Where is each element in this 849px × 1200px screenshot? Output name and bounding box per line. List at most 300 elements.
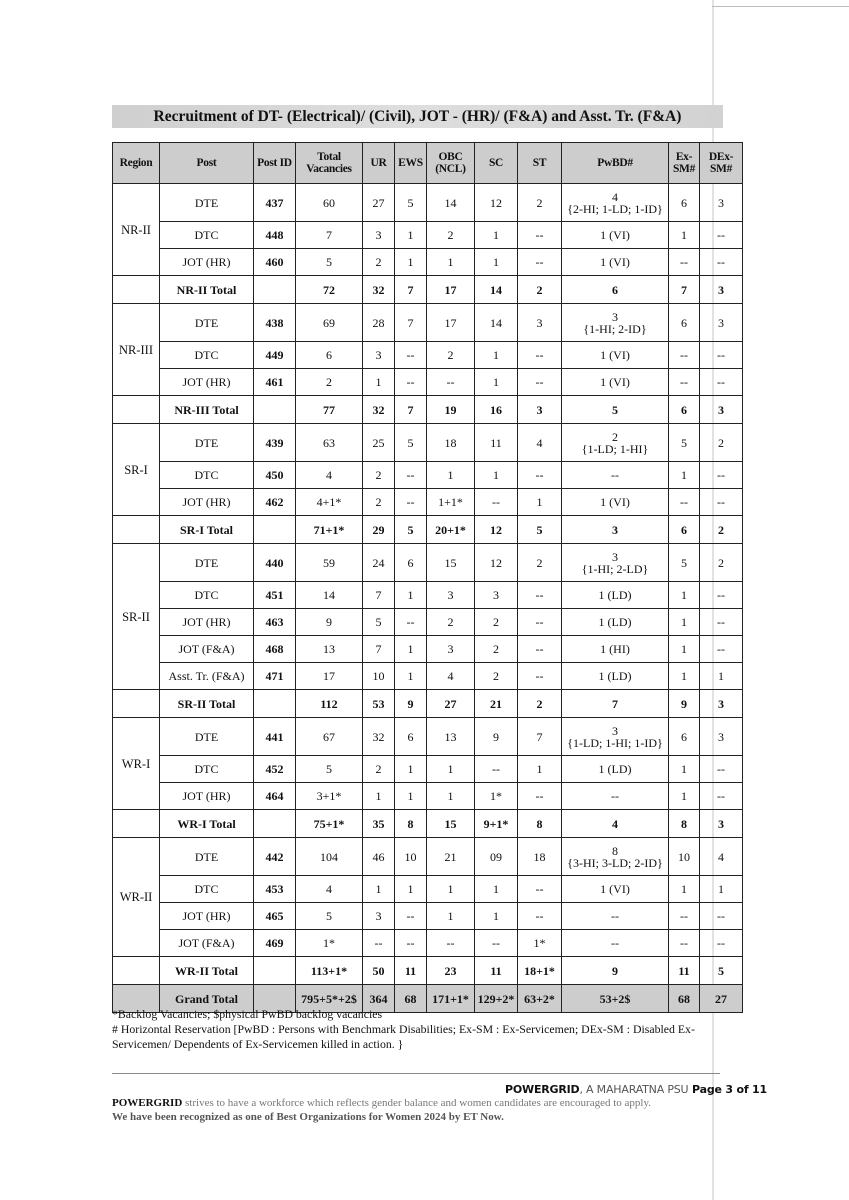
sc-cell: 14 — [475, 304, 518, 342]
sc-cell: 12 — [475, 544, 518, 582]
ews-cell: 1 — [395, 582, 427, 609]
dexsm-cell: -- — [700, 462, 743, 489]
pwbd-count: -- — [611, 789, 619, 803]
total-cell: 104 — [296, 838, 363, 876]
sc-cell: 2 — [475, 636, 518, 663]
table-row — [113, 718, 743, 756]
exsm-cell: -- — [669, 930, 700, 957]
st-cell: 4 — [518, 424, 562, 462]
exsm-cell: 10 — [669, 838, 700, 876]
dexsm-cell: 2 — [700, 544, 743, 582]
pwbd-count: 1 (VI) — [600, 255, 630, 269]
sc-cell: 1 — [475, 249, 518, 276]
post-id-cell: 442 — [254, 838, 296, 876]
post-cell: DTE — [160, 838, 254, 876]
region-cell: NR-III — [113, 304, 160, 396]
ur-cell: 24 — [363, 544, 395, 582]
obc-cell: -- — [427, 930, 475, 957]
table-row — [113, 838, 743, 876]
header-exsm: Ex-SM# — [669, 143, 700, 184]
pwbd-breakdown: {2-HI; 1-LD; 1-ID} — [567, 201, 663, 216]
ews-cell: 6 — [395, 718, 427, 756]
st-cell: -- — [518, 369, 562, 396]
post-id-cell: 441 — [254, 718, 296, 756]
ews-cell: 10 — [395, 838, 427, 876]
grand-total-st-cell: 63+2* — [518, 985, 562, 1013]
obc-cell: 1 — [427, 462, 475, 489]
total-ews-cell: 7 — [395, 276, 427, 304]
total-pwbd-cell: 7 — [562, 690, 669, 718]
post-id-cell: 463 — [254, 609, 296, 636]
header-pwbd: PwBD# — [562, 143, 669, 184]
table-row — [113, 876, 743, 903]
st-cell: -- — [518, 783, 562, 810]
sc-cell: -- — [475, 756, 518, 783]
obc-cell: 17 — [427, 304, 475, 342]
total-dexsm-cell: 3 — [700, 810, 743, 838]
pwbd-cell — [562, 304, 669, 342]
ews-cell: -- — [395, 930, 427, 957]
exsm-cell: 1 — [669, 582, 700, 609]
total-obc-cell: 20+1* — [427, 516, 475, 544]
total-sc-cell: 12 — [475, 516, 518, 544]
post-id-cell: 469 — [254, 930, 296, 957]
sc-cell: 3 — [475, 582, 518, 609]
obc-cell: 1 — [427, 756, 475, 783]
total-obc-cell: 19 — [427, 396, 475, 424]
grand-total-pwbd-cell: 53+2$ — [562, 985, 669, 1013]
ur-cell: 1 — [363, 783, 395, 810]
ews-cell: 1 — [395, 783, 427, 810]
post-id-cell: 464 — [254, 783, 296, 810]
ews-cell: 5 — [395, 424, 427, 462]
post-id-cell: 437 — [254, 184, 296, 222]
obc-cell: -- — [427, 369, 475, 396]
ur-cell: 3 — [363, 903, 395, 930]
obc-cell: 2 — [427, 609, 475, 636]
st-cell: -- — [518, 582, 562, 609]
st-cell: -- — [518, 462, 562, 489]
pwbd-cell — [562, 222, 669, 249]
total-cell: 2 — [296, 369, 363, 396]
sc-cell: 2 — [475, 609, 518, 636]
obc-cell: 3 — [427, 636, 475, 663]
obc-cell: 21 — [427, 838, 475, 876]
st-cell: 2 — [518, 544, 562, 582]
total-sc-cell: 14 — [475, 276, 518, 304]
total-st-cell: 5 — [518, 516, 562, 544]
st-cell: -- — [518, 903, 562, 930]
obc-cell: 1 — [427, 903, 475, 930]
pwbd-count: 1 (LD) — [598, 615, 632, 629]
total-dexsm-cell: 3 — [700, 690, 743, 718]
header-total-vacancies: Total Vacancies — [296, 143, 363, 184]
total-id-spacer — [254, 810, 296, 838]
region-total-row — [113, 276, 743, 304]
total-cell: 9 — [296, 609, 363, 636]
ur-cell: 2 — [363, 249, 395, 276]
total-cell: 4 — [296, 462, 363, 489]
ews-cell: -- — [395, 903, 427, 930]
pwbd-count: 1 (VI) — [600, 375, 630, 389]
total-total-cell: 75+1* — [296, 810, 363, 838]
footer-org-name: POWERGRID — [505, 1083, 580, 1096]
ews-cell: 1 — [395, 663, 427, 690]
dexsm-cell: -- — [700, 756, 743, 783]
total-spacer — [113, 396, 160, 424]
pwbd-count: 1 (HI) — [600, 642, 630, 656]
table-row — [113, 369, 743, 396]
st-cell: -- — [518, 609, 562, 636]
exsm-cell: 5 — [669, 544, 700, 582]
st-cell: -- — [518, 222, 562, 249]
post-cell: DTC — [160, 342, 254, 369]
exsm-cell: -- — [669, 903, 700, 930]
dexsm-cell: 1 — [700, 663, 743, 690]
post-id-cell: 453 — [254, 876, 296, 903]
ur-cell: 46 — [363, 838, 395, 876]
exsm-cell: 1 — [669, 222, 700, 249]
dexsm-cell: 4 — [700, 838, 743, 876]
total-cell: 6 — [296, 342, 363, 369]
total-cell: 59 — [296, 544, 363, 582]
total-id-spacer — [254, 690, 296, 718]
region-total-row — [113, 957, 743, 985]
st-cell: -- — [518, 249, 562, 276]
dexsm-cell: 3 — [700, 184, 743, 222]
st-cell: -- — [518, 663, 562, 690]
dexsm-cell: 1 — [700, 876, 743, 903]
post-cell: DTC — [160, 582, 254, 609]
footer-diversity-text: strives to have a workforce which reflects gender balance and women candidates are encouraged to apply. — [182, 1097, 652, 1109]
sc-cell: 1 — [475, 903, 518, 930]
total-obc-cell: 15 — [427, 810, 475, 838]
total-obc-cell: 27 — [427, 690, 475, 718]
table-row — [113, 930, 743, 957]
sc-cell: 09 — [475, 838, 518, 876]
st-cell: -- — [518, 876, 562, 903]
ur-cell: 7 — [363, 636, 395, 663]
table-row — [113, 424, 743, 462]
post-id-cell: 440 — [254, 544, 296, 582]
total-exsm-cell: 6 — [669, 396, 700, 424]
exsm-cell: 6 — [669, 184, 700, 222]
st-cell: -- — [518, 342, 562, 369]
pwbd-cell — [562, 876, 669, 903]
total-label-cell: NR-II Total — [160, 276, 254, 304]
total-exsm-cell: 8 — [669, 810, 700, 838]
vacancy-table — [112, 142, 743, 1013]
total-id-spacer — [254, 396, 296, 424]
pwbd-count: 4 — [612, 189, 618, 204]
total-cell: 67 — [296, 718, 363, 756]
exsm-cell: 5 — [669, 424, 700, 462]
table-row — [113, 582, 743, 609]
total-ews-cell: 11 — [395, 957, 427, 985]
total-cell: 3+1* — [296, 783, 363, 810]
pwbd-cell — [562, 184, 669, 222]
header-st: ST — [518, 143, 562, 184]
table-row — [113, 342, 743, 369]
ur-cell: 25 — [363, 424, 395, 462]
ur-cell: 1 — [363, 369, 395, 396]
ews-cell: -- — [395, 342, 427, 369]
ews-cell: 1 — [395, 636, 427, 663]
table-row — [113, 489, 743, 516]
footer-org — [505, 1083, 767, 1096]
header-obc: OBC (NCL) — [427, 143, 475, 184]
total-dexsm-cell: 3 — [700, 396, 743, 424]
total-ur-cell: 32 — [363, 396, 395, 424]
post-id-cell: 460 — [254, 249, 296, 276]
table-row — [113, 903, 743, 930]
footer-page-number: Page 3 of 11 — [692, 1083, 767, 1096]
total-cell: 63 — [296, 424, 363, 462]
pwbd-cell — [562, 424, 669, 462]
footnotes — [112, 1007, 744, 1052]
pwbd-count: 2 — [612, 429, 618, 444]
region-cell: WR-I — [113, 718, 160, 810]
sc-cell: 2 — [475, 663, 518, 690]
st-cell: 3 — [518, 304, 562, 342]
post-cell: Asst. Tr. (F&A) — [160, 663, 254, 690]
ur-cell: -- — [363, 930, 395, 957]
total-obc-cell: 23 — [427, 957, 475, 985]
post-cell: JOT (F&A) — [160, 636, 254, 663]
dexsm-cell: 3 — [700, 718, 743, 756]
pwbd-cell — [562, 838, 669, 876]
total-spacer — [113, 957, 160, 985]
dexsm-cell: -- — [700, 903, 743, 930]
post-cell: DTE — [160, 718, 254, 756]
total-spacer — [113, 810, 160, 838]
table-header-row — [113, 143, 743, 184]
post-cell: DTE — [160, 544, 254, 582]
dexsm-cell: -- — [700, 342, 743, 369]
exsm-cell: -- — [669, 489, 700, 516]
exsm-cell: 1 — [669, 609, 700, 636]
pwbd-count: -- — [611, 936, 619, 950]
ur-cell: 2 — [363, 489, 395, 516]
pwbd-count: 8 — [612, 843, 618, 858]
region-total-row — [113, 690, 743, 718]
header-ews: EWS — [395, 143, 427, 184]
total-cell: 17 — [296, 663, 363, 690]
total-id-spacer — [254, 516, 296, 544]
header-region: Region — [113, 143, 160, 184]
pwbd-breakdown: {1-LD; 1-HI} — [581, 441, 649, 456]
post-id-cell: 439 — [254, 424, 296, 462]
ur-cell: 10 — [363, 663, 395, 690]
total-ews-cell: 7 — [395, 396, 427, 424]
st-cell: 1 — [518, 489, 562, 516]
ur-cell: 7 — [363, 582, 395, 609]
post-id-cell: 461 — [254, 369, 296, 396]
total-ur-cell: 50 — [363, 957, 395, 985]
pwbd-cell — [562, 544, 669, 582]
total-exsm-cell: 11 — [669, 957, 700, 985]
total-cell: 7 — [296, 222, 363, 249]
obc-cell: 2 — [427, 222, 475, 249]
post-id-cell: 449 — [254, 342, 296, 369]
dexsm-cell: -- — [700, 369, 743, 396]
sc-cell: 12 — [475, 184, 518, 222]
st-cell: 1* — [518, 930, 562, 957]
post-id-cell: 465 — [254, 903, 296, 930]
post-cell: JOT (HR) — [160, 609, 254, 636]
total-cell: 1* — [296, 930, 363, 957]
total-cell: 4+1* — [296, 489, 363, 516]
header-dexsm: DEx-SM# — [700, 143, 743, 184]
post-cell: DTE — [160, 184, 254, 222]
total-spacer — [113, 276, 160, 304]
sc-cell: 11 — [475, 424, 518, 462]
total-dexsm-cell: 2 — [700, 516, 743, 544]
post-cell: JOT (HR) — [160, 249, 254, 276]
post-cell: DTE — [160, 304, 254, 342]
ews-cell: -- — [395, 489, 427, 516]
ews-cell: 1 — [395, 876, 427, 903]
pwbd-count: 1 (LD) — [598, 669, 632, 683]
total-ur-cell: 32 — [363, 276, 395, 304]
st-cell: 7 — [518, 718, 562, 756]
total-label-cell: NR-III Total — [160, 396, 254, 424]
dexsm-cell: -- — [700, 930, 743, 957]
ews-cell: -- — [395, 609, 427, 636]
header-sc: SC — [475, 143, 518, 184]
pwbd-cell — [562, 342, 669, 369]
region-total-row — [113, 396, 743, 424]
exsm-cell: -- — [669, 342, 700, 369]
table-row — [113, 222, 743, 249]
grand-total-obc-cell: 171+1* — [427, 985, 475, 1013]
pwbd-cell — [562, 462, 669, 489]
ur-cell: 5 — [363, 609, 395, 636]
dexsm-cell: 3 — [700, 304, 743, 342]
header-post-id: Post ID — [254, 143, 296, 184]
pwbd-count: 3 — [612, 309, 618, 324]
ews-cell: -- — [395, 462, 427, 489]
ur-cell: 3 — [363, 222, 395, 249]
st-cell: 1 — [518, 756, 562, 783]
sc-cell: 1 — [475, 369, 518, 396]
st-cell: 2 — [518, 184, 562, 222]
total-st-cell: 18+1* — [518, 957, 562, 985]
exsm-cell: 6 — [669, 718, 700, 756]
footer-recognition-note: We have been recognized as one of Best Organizations for Women 2024 by ET Now. — [112, 1111, 504, 1123]
footnote-backlog: *Backlog Vacancies; $physical PwBD backlog vacancies — [112, 1007, 383, 1021]
total-total-cell: 71+1* — [296, 516, 363, 544]
pwbd-cell — [562, 636, 669, 663]
post-id-cell: 471 — [254, 663, 296, 690]
total-total-cell: 72 — [296, 276, 363, 304]
table-row — [113, 636, 743, 663]
pwbd-cell — [562, 369, 669, 396]
post-cell: DTC — [160, 462, 254, 489]
total-spacer — [113, 690, 160, 718]
post-cell: JOT (HR) — [160, 783, 254, 810]
obc-cell: 14 — [427, 184, 475, 222]
dexsm-cell: -- — [700, 489, 743, 516]
total-dexsm-cell: 5 — [700, 957, 743, 985]
total-ur-cell: 35 — [363, 810, 395, 838]
total-cell: 5 — [296, 249, 363, 276]
obc-cell: 4 — [427, 663, 475, 690]
dexsm-cell: 2 — [700, 424, 743, 462]
total-cell: 4 — [296, 876, 363, 903]
post-id-cell: 448 — [254, 222, 296, 249]
total-pwbd-cell: 5 — [562, 396, 669, 424]
total-sc-cell: 21 — [475, 690, 518, 718]
pwbd-cell — [562, 783, 669, 810]
total-pwbd-cell: 3 — [562, 516, 669, 544]
sc-cell: 1 — [475, 876, 518, 903]
post-id-cell: 450 — [254, 462, 296, 489]
pwbd-count: 1 (VI) — [600, 348, 630, 362]
obc-cell: 3 — [427, 582, 475, 609]
footer-org-suffix: , A MAHARATNA PSU — [579, 1083, 689, 1096]
obc-cell: 1+1* — [427, 489, 475, 516]
total-id-spacer — [254, 957, 296, 985]
post-cell: JOT (F&A) — [160, 930, 254, 957]
obc-cell: 18 — [427, 424, 475, 462]
footer-divider — [112, 1073, 720, 1074]
ur-cell: 1 — [363, 876, 395, 903]
region-total-row — [113, 810, 743, 838]
pwbd-cell — [562, 609, 669, 636]
sc-cell: 1 — [475, 462, 518, 489]
region-cell: WR-II — [113, 838, 160, 957]
total-total-cell: 113+1* — [296, 957, 363, 985]
obc-cell: 1 — [427, 783, 475, 810]
sc-cell: -- — [475, 930, 518, 957]
post-cell: DTC — [160, 756, 254, 783]
post-cell: DTE — [160, 424, 254, 462]
table-row — [113, 783, 743, 810]
post-id-cell: 451 — [254, 582, 296, 609]
pwbd-count: -- — [611, 909, 619, 923]
post-id-cell: 468 — [254, 636, 296, 663]
total-pwbd-cell: 4 — [562, 810, 669, 838]
total-exsm-cell: 9 — [669, 690, 700, 718]
post-id-cell: 462 — [254, 489, 296, 516]
st-cell: 18 — [518, 838, 562, 876]
table-row — [113, 609, 743, 636]
grand-total-exsm-cell: 68 — [669, 985, 700, 1013]
pwbd-cell — [562, 663, 669, 690]
pwbd-breakdown: {1-HI; 2-ID} — [583, 321, 647, 336]
pwbd-count: 3 — [612, 549, 618, 564]
post-cell: JOT (HR) — [160, 489, 254, 516]
footnote-horizontal-reservation: # Horizontal Reservation [PwBD : Persons with Benchmark Disabilities; Ex-SM : Ex-Servicemen; DEx-SM : Disabled Ex-Servicemen/ Dependents of Ex-Servicemen killed in action. } — [112, 1022, 695, 1051]
pwbd-cell — [562, 756, 669, 783]
total-sc-cell: 9+1* — [475, 810, 518, 838]
dexsm-cell: -- — [700, 222, 743, 249]
sc-cell: 1 — [475, 342, 518, 369]
obc-cell: 1 — [427, 876, 475, 903]
region-cell: SR-II — [113, 544, 160, 690]
pwbd-count: 1 (LD) — [598, 762, 632, 776]
ur-cell: 2 — [363, 756, 395, 783]
pwbd-cell — [562, 930, 669, 957]
post-id-cell: 452 — [254, 756, 296, 783]
total-ews-cell: 8 — [395, 810, 427, 838]
region-cell: NR-II — [113, 184, 160, 276]
total-id-spacer — [254, 276, 296, 304]
sc-cell: 1* — [475, 783, 518, 810]
page-title: Recruitment of DT- (Electrical)/ (Civil), JOT - (HR)/ (F&A) and Asst. Tr. (F&A) — [112, 105, 723, 128]
obc-cell: 1 — [427, 249, 475, 276]
